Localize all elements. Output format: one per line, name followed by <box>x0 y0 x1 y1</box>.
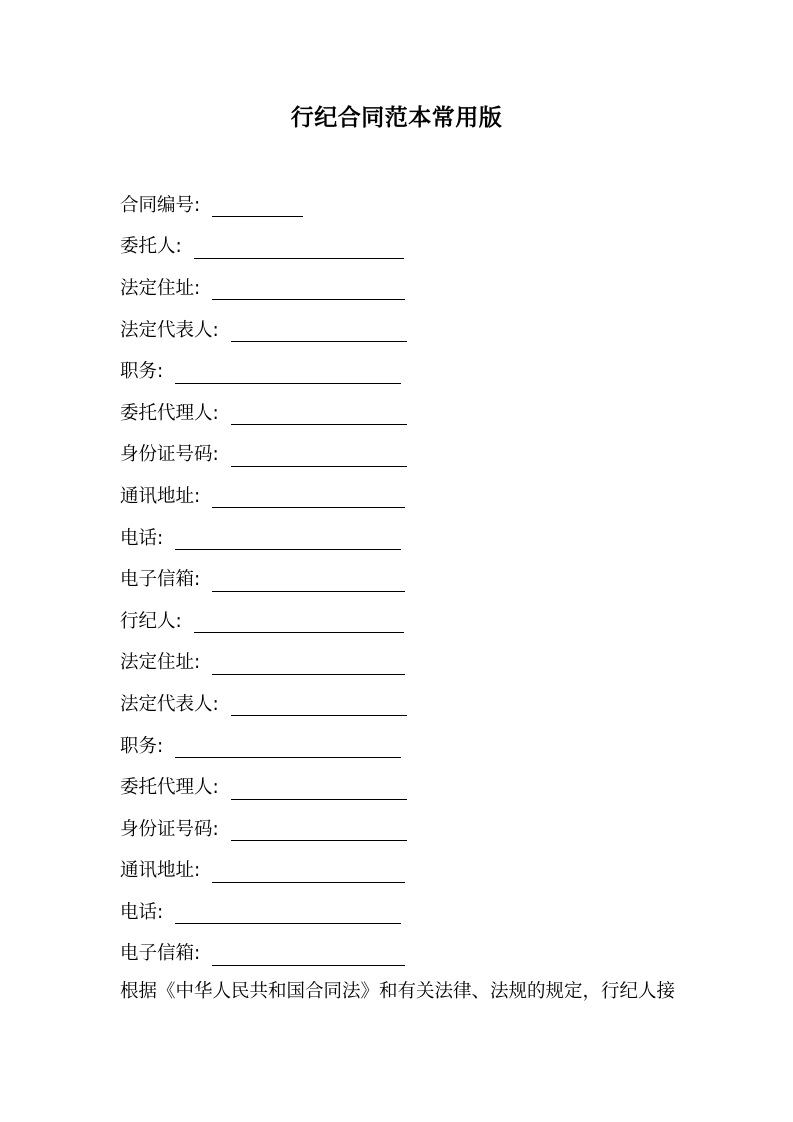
fill-in-blank <box>175 369 401 384</box>
fill-in-blank <box>231 701 407 716</box>
fill-in-blank <box>212 660 405 675</box>
field-label: 通讯地址: <box>120 860 201 882</box>
field-label: 委托代理人: <box>120 402 219 424</box>
fill-in-blank <box>175 743 401 758</box>
field-label: 委托人: <box>120 236 182 258</box>
fill-in-blank <box>212 202 303 217</box>
field-broker-phone <box>120 890 720 932</box>
field-label: 电话: <box>120 901 164 923</box>
fill-in-blank <box>231 826 407 841</box>
field-label: 职务: <box>120 735 164 757</box>
field-label: 身份证号码: <box>120 444 219 466</box>
field-label: 合同编号: <box>120 194 201 216</box>
field-label: 法定代表人: <box>120 319 219 341</box>
fill-in-blank <box>194 618 404 633</box>
field-label: 通讯地址: <box>120 485 201 507</box>
field-label: 行纪人: <box>120 610 182 632</box>
field-principal-legal-rep <box>120 308 720 350</box>
field-broker-id-number <box>120 807 720 849</box>
fill-in-blank <box>231 785 407 800</box>
field-label: 电子信箱: <box>120 943 201 965</box>
field-label: 委托代理人: <box>120 777 219 799</box>
field-principal-phone <box>120 516 720 558</box>
field-label: 职务: <box>120 361 164 383</box>
field-broker-address <box>120 641 720 683</box>
field-principal-address <box>120 266 720 308</box>
fill-in-blank <box>212 493 405 508</box>
field-label: 法定住址: <box>120 277 201 299</box>
field-principal-position <box>120 349 720 391</box>
field-broker-position <box>120 724 720 766</box>
field-principal-agent <box>120 391 720 433</box>
field-broker-mailing-address <box>120 849 720 891</box>
field-principal-id-number <box>120 433 720 475</box>
fill-in-blank <box>231 452 407 467</box>
fill-in-blank <box>194 244 404 259</box>
body-paragraph: 根据《中华人民共和国合同法》和有关法律、法规的规定，行纪人接 <box>120 981 676 1002</box>
field-label: 电话: <box>120 527 164 549</box>
fill-in-blank <box>231 327 407 342</box>
document-title: 行纪合同范本常用版 <box>290 105 503 131</box>
field-label: 法定代表人: <box>120 693 219 715</box>
field-principal <box>120 225 720 267</box>
field-label: 电子信箱: <box>120 569 201 591</box>
field-principal-email <box>120 557 720 599</box>
field-broker <box>120 599 720 641</box>
field-label: 法定住址: <box>120 652 201 674</box>
fill-in-blank <box>212 951 405 966</box>
field-broker-email <box>120 932 720 974</box>
field-label: 身份证号码: <box>120 818 219 840</box>
fill-in-blank <box>231 410 407 425</box>
fill-in-blank <box>212 577 405 592</box>
fill-in-blank <box>175 909 401 924</box>
fill-in-blank <box>175 535 401 550</box>
field-broker-agent <box>120 765 720 807</box>
field-principal-mailing-address <box>120 474 720 516</box>
field-broker-legal-rep <box>120 682 720 724</box>
field-contract-number <box>120 183 720 225</box>
fill-in-blank <box>212 285 405 300</box>
fill-in-blank <box>212 868 405 883</box>
contract-fields <box>120 183 720 973</box>
